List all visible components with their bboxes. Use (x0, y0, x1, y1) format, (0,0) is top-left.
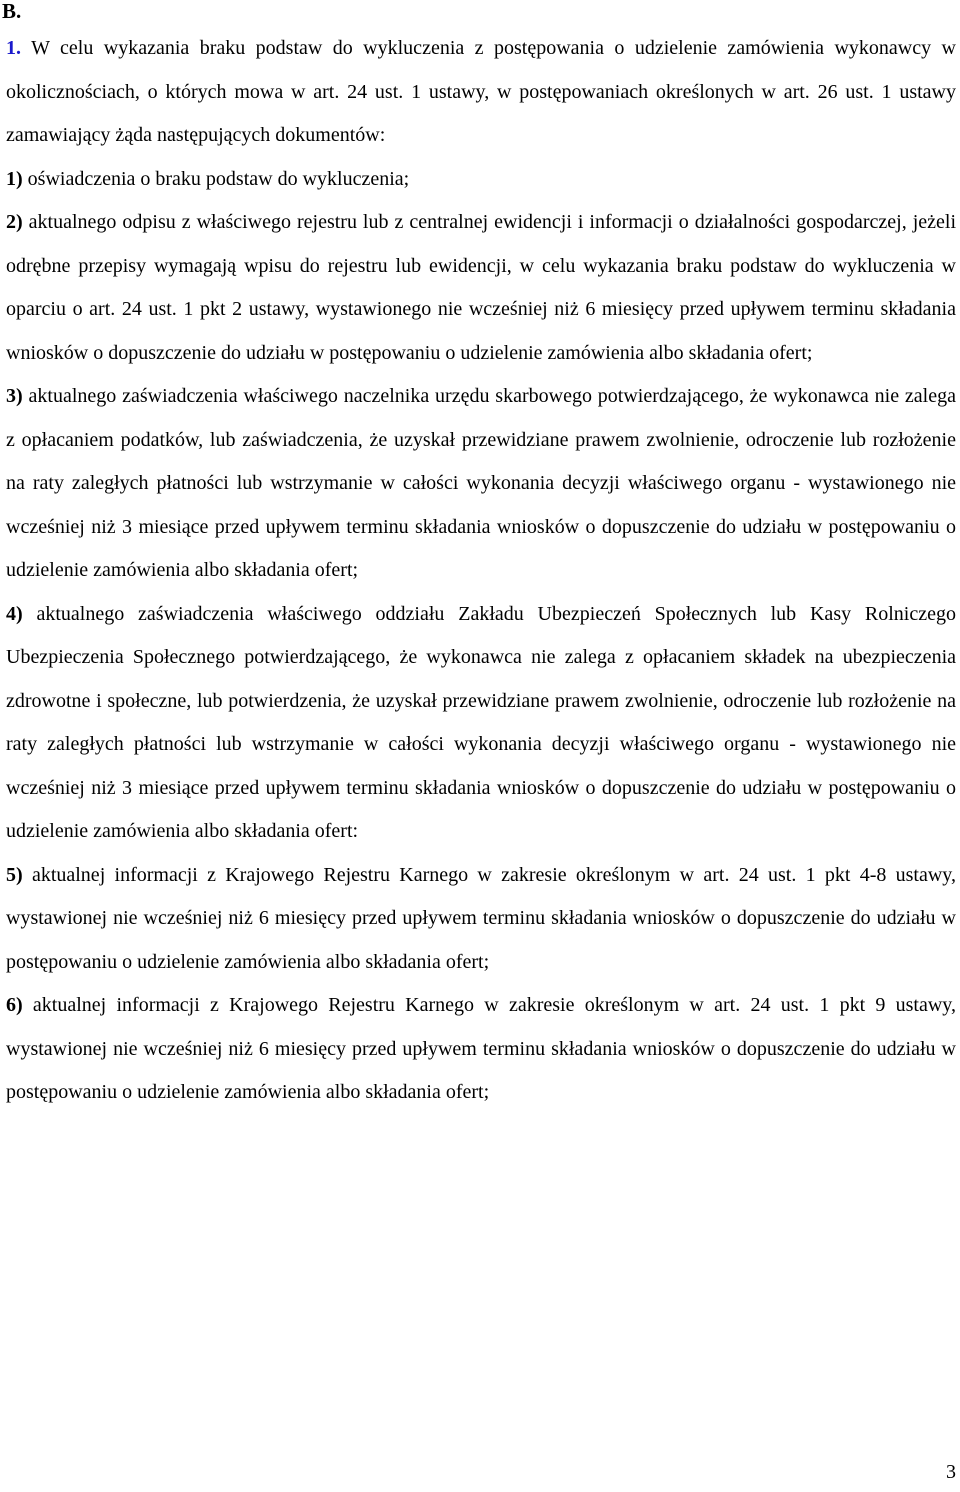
page-number: 3 (946, 1461, 956, 1483)
list-item-4 (6, 593, 956, 854)
list-item-number: 1) (6, 167, 23, 190)
list-item-text: aktualnego zaświadczenia właściwego oddziału Zakładu Ubezpieczeń Społecznych lub Kasy Rolniczego Ubezpieczenia Społecznego potwierdzającego, że wykonawca nie zalega z opłacaniem składek na ubezpieczenia zdrowotne i społeczne, lub potwierdzenia, że uzyskał przewidziane prawem zwolnienie, odroczenie lub rozłożenie na raty zaległych płatności lub wstrzymanie w całości wykonania decyzji właściwego organu - wystawionego nie wcześniej niż 3 miesiące przed upływem terminu składania wniosków o dopuszczenie do udziału w postępowaniu o udzielenie zamówienia albo składania ofert: (6, 602, 956, 842)
list-item-number: 4) (6, 602, 23, 625)
list-item-number: 5) (6, 863, 23, 886)
section-label: B. (2, 0, 22, 23)
list-item-text: aktualnego odpisu z właściwego rejestru lub z centralnej ewidencji i informacji o działalności gospodarczej, jeżeli odrębne przepisy wymagają wpisu do rejestru lub ewidencji, w celu wykazania braku podstaw do wykluczenia w oparciu o art. 24 ust. 1 pkt 2 ustawy, wystawionego nie wcześniej niż 6 miesięcy przed upływem terminu składania wniosków o dopuszczenie do udziału w postępowaniu o udzielenie zamówienia albo składania ofert; (6, 211, 956, 364)
list-item-5 (6, 854, 956, 985)
list-item-number: 2) (6, 211, 23, 233)
list-item-6 (6, 984, 956, 1115)
list-item-1 (6, 158, 956, 202)
list-item-text: aktualnej informacji z Krajowego Rejestru Karnego w zakresie określonym w art. 24 ust. 1 pkt 9 ustawy, wystawionej nie wcześniej niż 6 miesięcy przed upływem terminu składania wniosków o dopuszczenie do udziału w postępowaniu o udzielenie zamówienia albo składania ofert; (6, 994, 956, 1103)
list-item-number: 3) (6, 385, 23, 407)
list-item-2 (6, 201, 956, 375)
intro-number: 1. (6, 37, 21, 59)
intro-paragraph (6, 27, 956, 158)
document-body (6, 27, 956, 1115)
list-item-3 (6, 375, 956, 593)
intro-text: W celu wykazania braku podstaw do wykluczenia z postępowania o udzielenie zamówienia wykonawcy w okolicznościach, o których mowa w art. 24 ust. 1 ustawy, w postępowaniach określonych w art. 26 ust. 1 ustawy zamawiający żąda następujących dokumentów: (6, 37, 956, 146)
list-item-text: oświadczenia o braku podstaw do wykluczenia; (22, 167, 410, 190)
list-item-text: aktualnej informacji z Krajowego Rejestru Karnego w zakresie określonym w art. 24 ust. 1 pkt 4-8 ustawy, wystawionej nie wcześniej niż 6 miesięcy przed upływem terminu składania wniosków o dopuszczenie do udziału w postępowaniu o udzielenie zamówienia albo składania ofert; (6, 863, 956, 973)
list-item-text: aktualnego zaświadczenia właściwego naczelnika urzędu skarbowego potwierdzającego, że wykonawca nie zalega z opłacaniem podatków, lub zaświadczenia, że uzyskał przewidziane prawem zwolnienie, odroczenie lub rozłożenie na raty zaległych płatności lub wstrzymanie w całości wykonania decyzji właściwego organu - wystawionego nie wcześniej niż 3 miesiące przed upływem terminu składania wniosków o dopuszczenie do udziału w postępowaniu o udzielenie zamówienia albo składania ofert; (6, 385, 956, 581)
list-item-number: 6) (6, 994, 23, 1016)
